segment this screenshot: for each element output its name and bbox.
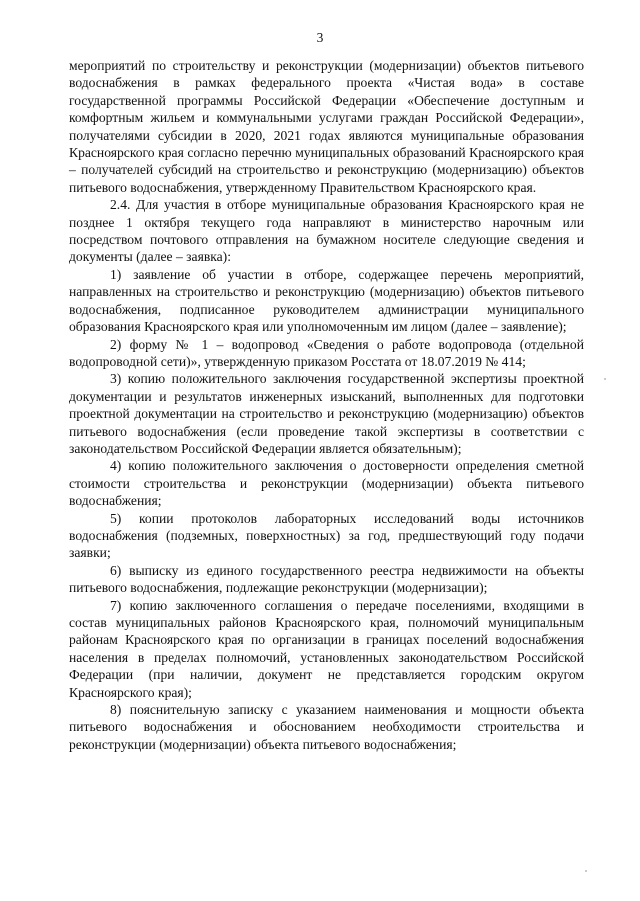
list-item-7: 7) копию заключенного соглашения о передаче поселениями, входящими в состав муниципальных районов Красноярского края, полномочий муниципальным районам Красноярского края по организации в границах поселений водоснабжения населения в пределах полномочий, установленных законодательством Российской Федерации (при наличии, документ не представляется городским округом Красноярского края); [69, 597, 584, 700]
document-body [69, 57, 584, 753]
paragraph-2-4: 2.4. Для участия в отборе муниципальные образования Красноярского края не позднее 1 октября текущего года направляют в министерство нарочным или посредством почтового отправления на бумажном носителе следующие сведения и документы (далее – заявка): [69, 197, 584, 265]
list-item-2: 2) форму № 1 – водопровод «Сведения о работе водопровода (отдельной водопроводной сети)», утвержденную приказом Росстата от 18.07.2019 № 414; [69, 336, 584, 369]
list-item-3: 3) копию положительного заключения государственной экспертизы проектной документации и результатов инженерных изысканий, выполненных для подготовки проектной документации на строительство и реконструкцию (модернизацию) объектов питьевого водоснабжения (если проведение такой экспертизы в соответствии с законодательством Российской Федерации является обязательным); [69, 371, 584, 456]
list-item-8: 8) пояснительную записку с указанием наименования и мощности объекта питьевого водоснабжения и обоснованием необходимости строительства и реконструкции (модернизации) объекта питьевого водоснабжения; [69, 702, 584, 752]
paragraph-continuation: мероприятий по строительству и реконструкции (модернизации) объектов питьевого водоснабжения в рамках федерального проекта «Чистая вода» в составе государственной программы Российской Федерации «Обеспечение доступным и комфортным жильем и коммунальными услугами граждан Российской Федерации», получателями субсидии в 2020, 2021 годах являются муниципальные образования Красноярского края согласно перечню муниципальных образований Красноярского края – получателей субсидий на строительство и реконструкцию (модернизацию) объектов питьевого водоснабжения, утвержденному Правительством Красноярского края. [69, 58, 584, 195]
list-item-6: 6) выписку из единого государственного реестра недвижимости на объекты питьевого водоснабжения, подлежащие реконструкции (модернизации); [69, 562, 584, 596]
scan-speck [604, 378, 606, 380]
list-item-5: 5) копии протоколов лабораторных исследований воды источников водоснабжения (подземных, поверхностных) за год, предшествующий году подачи заявки; [69, 510, 584, 561]
list-item-1: 1) заявление об участии в отборе, содержащее перечень мероприятий, направленных на строительство и реконструкцию (модернизацию) объектов питьевого водоснабжения, подписанное руководителем администрации муниципального образования Красноярского края или уполномоченным им лицом (далее – заявление); [69, 266, 584, 335]
page-number: 3 [316, 30, 324, 45]
list-item-4: 4) копию положительного заключения о достоверности определения сметной стоимости строительства и реконструкции (модернизации) объекта питьевого водоснабжения; [69, 458, 584, 509]
scan-speck [585, 870, 587, 872]
